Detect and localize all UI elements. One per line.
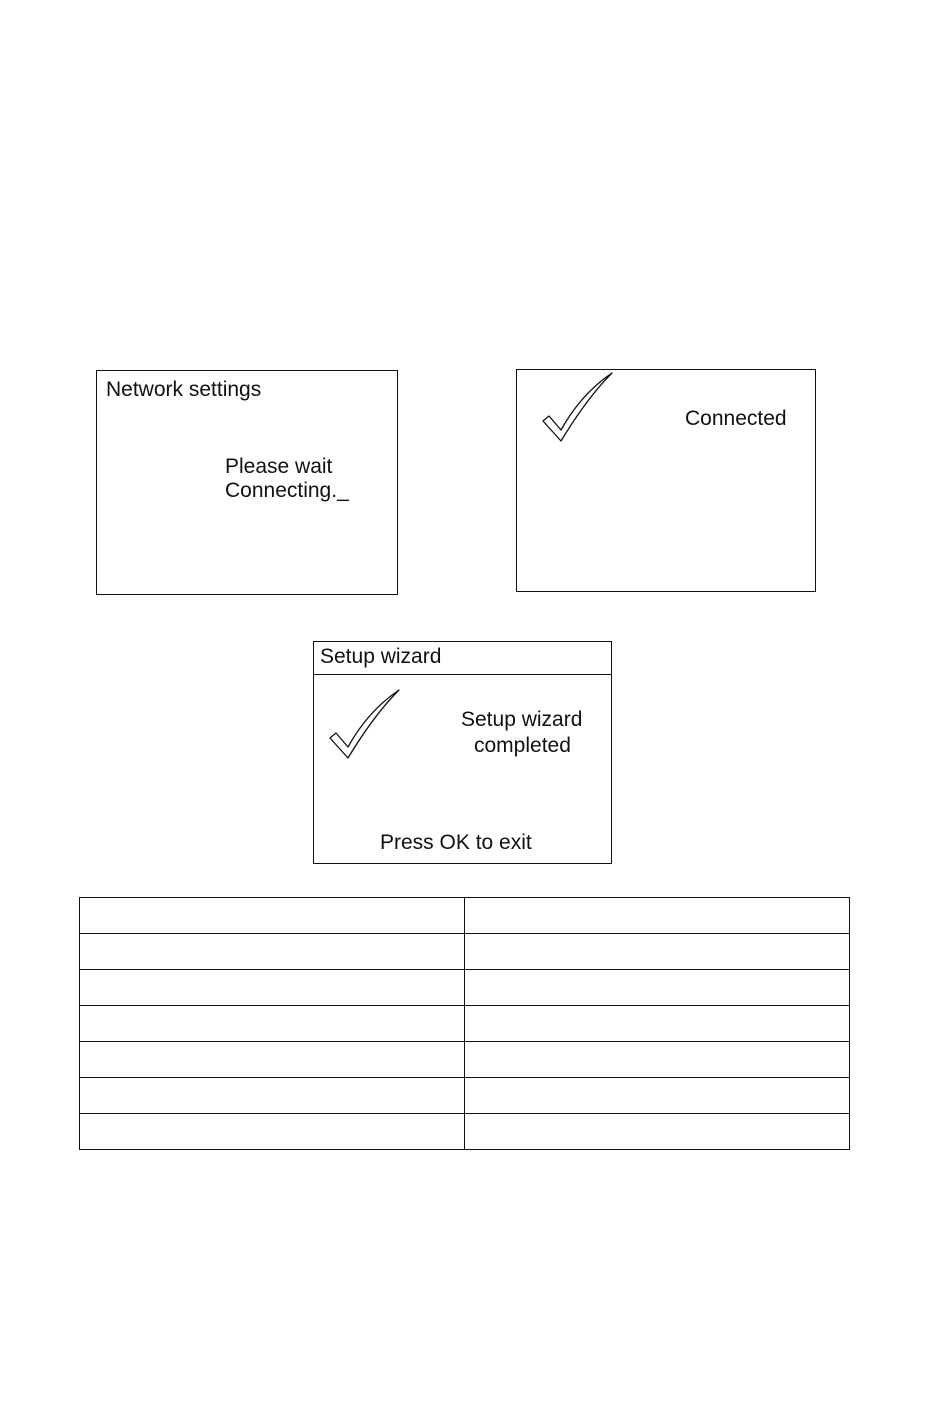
- connecting-text: Connecting._: [225, 479, 349, 502]
- table-row: [80, 898, 850, 934]
- table-row: [80, 1042, 850, 1078]
- table-cell: [465, 934, 850, 970]
- table-cell: [465, 1114, 850, 1150]
- table-cell: [80, 970, 465, 1006]
- table-cell: [465, 1006, 850, 1042]
- screen-title: Network settings: [106, 378, 262, 401]
- table-cell: [80, 1078, 465, 1114]
- table-row: [80, 1078, 850, 1114]
- screen-title: Setup wizard: [320, 645, 442, 668]
- table-cell: [465, 1042, 850, 1078]
- table-row: [80, 1006, 850, 1042]
- connected-status: Connected: [685, 407, 787, 430]
- connected-screen: [516, 369, 816, 592]
- table-row: [80, 970, 850, 1006]
- checkmark-icon: [541, 372, 615, 444]
- table-cell: [465, 970, 850, 1006]
- table-cell: [80, 1042, 465, 1078]
- table-cell: [465, 1078, 850, 1114]
- table-row: [80, 934, 850, 970]
- empty-table: [79, 897, 850, 1150]
- table-cell: [80, 934, 465, 970]
- table-cell: [80, 1114, 465, 1150]
- network-settings-screen: [96, 370, 398, 595]
- table-cell: [465, 898, 850, 934]
- wizard-message-line2: completed: [474, 734, 571, 757]
- please-wait-text: Please wait: [225, 455, 333, 478]
- wizard-header: [314, 642, 611, 675]
- wizard-message-line1: Setup wizard: [461, 708, 583, 731]
- table-cell: [80, 1006, 465, 1042]
- setup-wizard-screen: [313, 641, 612, 864]
- press-ok-prompt: Press OK to exit: [380, 831, 532, 854]
- table-cell: [80, 898, 465, 934]
- checkmark-icon: [328, 689, 402, 761]
- table-row: [80, 1114, 850, 1150]
